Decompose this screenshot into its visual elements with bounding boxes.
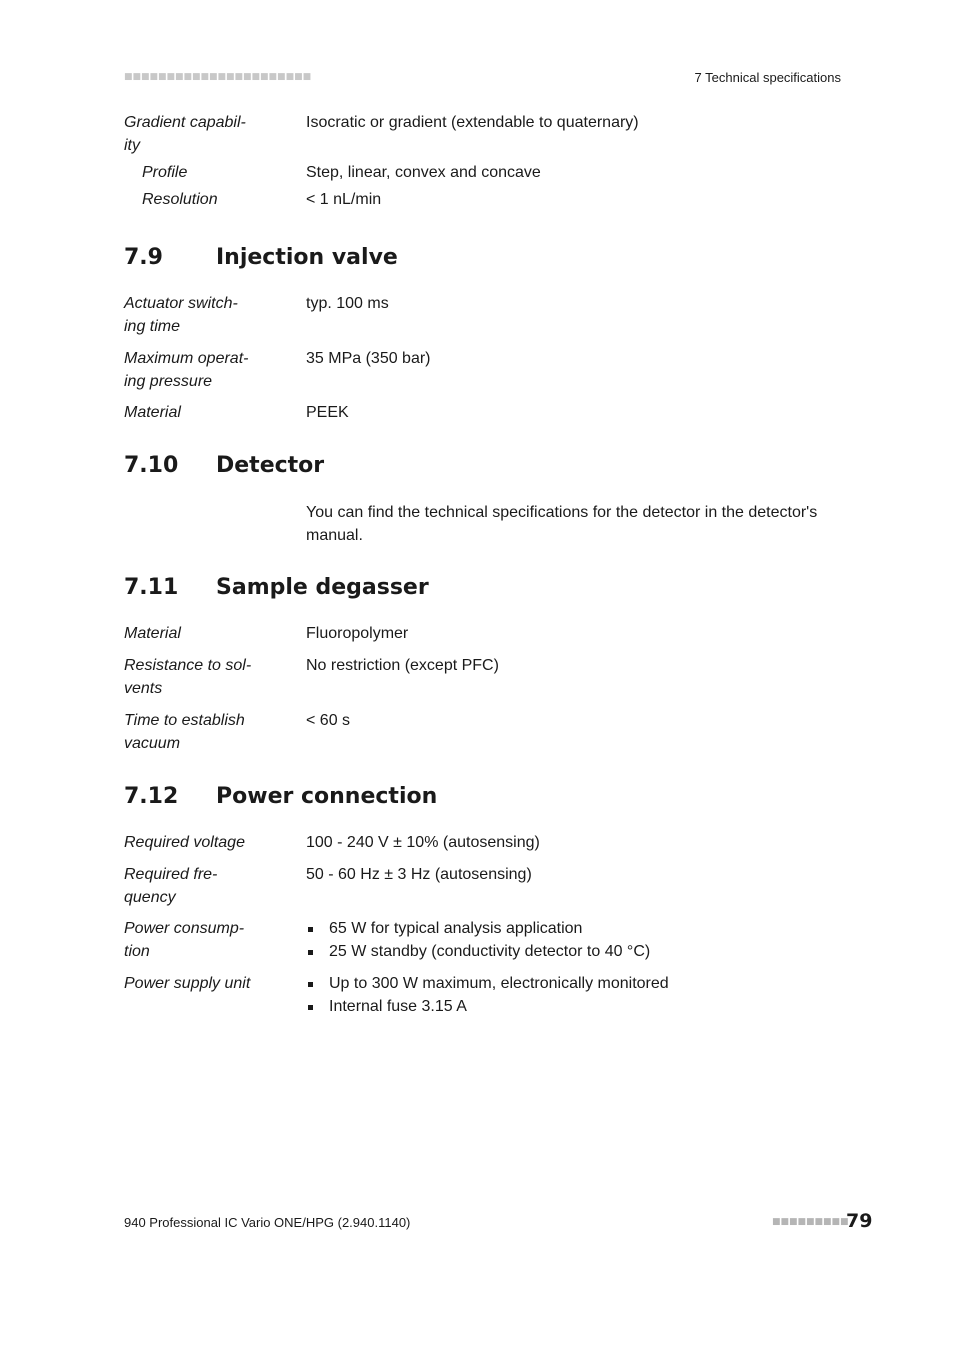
spec-label: Maximum operat- ing pressure	[124, 350, 249, 390]
spec-label: Time to establish vacuum	[124, 712, 245, 752]
bullet-list	[306, 918, 846, 963]
spec-label: Actuator switch- ing time	[124, 295, 238, 335]
spec-label: Power consump- tion	[124, 920, 245, 960]
spec-label: Gradient capabil- ity	[124, 114, 246, 154]
list-item	[306, 996, 846, 1019]
bullet-square-icon	[308, 950, 313, 955]
footer-decoration: ■■■■■■■■■	[772, 1217, 849, 1227]
spec-value: typ. 100 ms	[306, 295, 389, 312]
list-item	[306, 918, 846, 941]
spec-value	[306, 918, 846, 963]
section-number: 7.11	[124, 575, 179, 600]
bullet-square-icon	[308, 1005, 313, 1010]
spec-value: No restriction (except PFC)	[306, 657, 499, 674]
list-item	[306, 941, 846, 964]
spec-value: Fluoropolymer	[306, 625, 409, 642]
spec-value: < 1 nL/min	[306, 191, 382, 208]
spec-label: Material	[124, 404, 181, 421]
section-number: 7.10	[124, 453, 179, 478]
running-header-chapter: 7 Technical specifications	[694, 70, 841, 85]
section-title: Power connection	[216, 784, 438, 809]
list-item-text: Internal fuse 3.15 A	[329, 997, 467, 1015]
spec-value: 100 - 240 V ± 10% (autosensing)	[306, 834, 540, 851]
spec-label: Required voltage	[124, 834, 245, 851]
list-item-text: 25 W standby (conductivity detector to 40 °C)	[329, 942, 651, 960]
bullet-square-icon	[308, 982, 313, 987]
section-title: Detector	[216, 453, 325, 478]
list-item	[306, 973, 846, 996]
spec-label: Resolution	[142, 191, 218, 208]
spec-value: Isocratic or gradient (extendable to quaternary)	[306, 114, 639, 131]
section-number: 7.12	[124, 784, 179, 809]
spec-label: Required fre- quency	[124, 866, 218, 906]
spec-label: Power supply unit	[124, 975, 251, 992]
section-number: 7.9	[124, 245, 163, 270]
spec-value	[306, 973, 846, 1018]
list-item-text: 65 W for typical analysis application	[329, 920, 583, 937]
spec-value: 35 MPa (350 bar)	[306, 350, 431, 367]
page-number: 79	[846, 1210, 873, 1232]
footer-product-title: 940 Professional IC Vario ONE/HPG (2.940.1140)	[124, 1215, 411, 1230]
bullet-square-icon	[308, 927, 313, 932]
spec-label: Resistance to sol- vents	[124, 657, 252, 697]
section-title: Sample degasser	[216, 575, 429, 600]
section-title: Injection valve	[216, 245, 398, 270]
spec-value: < 60 s	[306, 712, 351, 729]
spec-label: Material	[124, 625, 181, 642]
spec-label: Profile	[142, 164, 188, 181]
spec-value: 50 - 60 Hz ± 3 Hz (autosensing)	[306, 866, 532, 883]
spec-value: Step, linear, convex and concave	[306, 164, 541, 181]
list-item-text: Up to 300 W maximum, electronically monitored	[329, 975, 669, 992]
detector-description: You can find the technical specifications for the detector in the detector's manual.	[306, 504, 818, 544]
spec-value: PEEK	[306, 404, 349, 421]
bullet-list	[306, 973, 846, 1018]
header-decoration: ■■■■■■■■■■■■■■■■■■■■■■	[124, 72, 312, 82]
